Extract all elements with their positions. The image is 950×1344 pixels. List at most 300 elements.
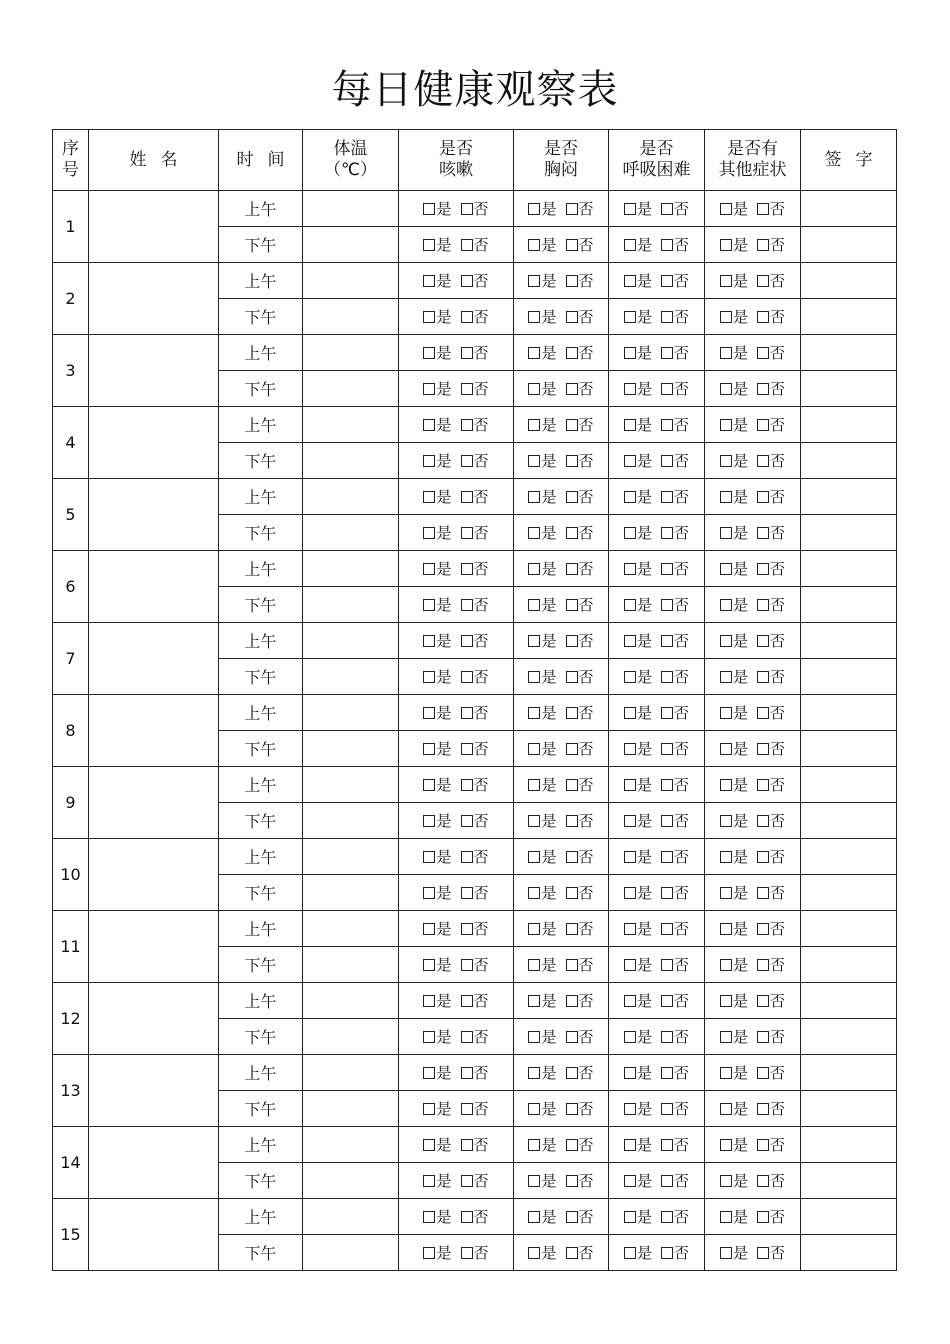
checkbox-icon[interactable]: [624, 491, 636, 503]
checkbox-icon[interactable]: [720, 491, 732, 503]
checkbox-option-yes[interactable]: [720, 486, 748, 507]
name-cell[interactable]: [89, 263, 219, 335]
name-cell[interactable]: [89, 1127, 219, 1199]
checkbox-option-yes[interactable]: [720, 522, 748, 543]
checkbox-option-yes[interactable]: [528, 702, 556, 723]
checkbox-option-yes[interactable]: [720, 378, 748, 399]
checkbox-option-no[interactable]: [757, 702, 785, 723]
signature-cell[interactable]: [801, 515, 897, 551]
checkbox-option-yes[interactable]: [720, 954, 748, 975]
checkbox-option-no[interactable]: [566, 378, 594, 399]
checkbox-option-no[interactable]: [661, 594, 689, 615]
checkbox-icon[interactable]: [566, 527, 578, 539]
checkbox-icon[interactable]: [757, 1247, 769, 1259]
checkbox-icon[interactable]: [661, 311, 673, 323]
checkbox-icon[interactable]: [461, 923, 473, 935]
checkbox-icon[interactable]: [661, 671, 673, 683]
checkbox-icon[interactable]: [624, 203, 636, 215]
checkbox-option-yes[interactable]: [624, 846, 652, 867]
checkbox-option-no[interactable]: [566, 846, 594, 867]
checkbox-icon[interactable]: [661, 1211, 673, 1223]
temperature-cell[interactable]: [303, 983, 399, 1019]
checkbox-icon[interactable]: [528, 599, 540, 611]
checkbox-icon[interactable]: [757, 635, 769, 647]
checkbox-option-no[interactable]: [757, 846, 785, 867]
checkbox-icon[interactable]: [528, 1139, 540, 1151]
checkbox-icon[interactable]: [528, 311, 540, 323]
checkbox-option-no[interactable]: [461, 378, 489, 399]
checkbox-option-yes[interactable]: [423, 306, 451, 327]
signature-cell[interactable]: [801, 191, 897, 227]
signature-cell[interactable]: [801, 911, 897, 947]
checkbox-icon[interactable]: [624, 1175, 636, 1187]
checkbox-option-no[interactable]: [566, 1206, 594, 1227]
checkbox-icon[interactable]: [528, 275, 540, 287]
checkbox-option-yes[interactable]: [423, 846, 451, 867]
checkbox-option-no[interactable]: [757, 882, 785, 903]
checkbox-option-no[interactable]: [566, 666, 594, 687]
checkbox-option-no[interactable]: [757, 198, 785, 219]
checkbox-option-no[interactable]: [661, 1170, 689, 1191]
signature-cell[interactable]: [801, 659, 897, 695]
checkbox-icon[interactable]: [461, 1067, 473, 1079]
checkbox-icon[interactable]: [566, 1031, 578, 1043]
checkbox-option-no[interactable]: [661, 882, 689, 903]
signature-cell[interactable]: [801, 839, 897, 875]
checkbox-icon[interactable]: [661, 347, 673, 359]
checkbox-icon[interactable]: [624, 743, 636, 755]
name-cell[interactable]: [89, 911, 219, 983]
checkbox-option-yes[interactable]: [624, 918, 652, 939]
checkbox-option-yes[interactable]: [528, 1242, 556, 1263]
checkbox-icon[interactable]: [757, 1139, 769, 1151]
temperature-cell[interactable]: [303, 443, 399, 479]
checkbox-icon[interactable]: [720, 779, 732, 791]
checkbox-icon[interactable]: [661, 1067, 673, 1079]
checkbox-icon[interactable]: [528, 779, 540, 791]
temperature-cell[interactable]: [303, 1127, 399, 1163]
checkbox-option-yes[interactable]: [423, 1206, 451, 1227]
checkbox-option-no[interactable]: [461, 882, 489, 903]
signature-cell[interactable]: [801, 1163, 897, 1199]
checkbox-option-yes[interactable]: [423, 342, 451, 363]
checkbox-icon[interactable]: [720, 347, 732, 359]
temperature-cell[interactable]: [303, 875, 399, 911]
checkbox-option-yes[interactable]: [423, 1062, 451, 1083]
checkbox-icon[interactable]: [566, 923, 578, 935]
checkbox-icon[interactable]: [423, 419, 435, 431]
checkbox-icon[interactable]: [757, 1175, 769, 1187]
checkbox-icon[interactable]: [461, 455, 473, 467]
checkbox-option-yes[interactable]: [423, 990, 451, 1011]
temperature-cell[interactable]: [303, 515, 399, 551]
checkbox-icon[interactable]: [566, 1103, 578, 1115]
checkbox-icon[interactable]: [661, 491, 673, 503]
checkbox-option-no[interactable]: [461, 558, 489, 579]
checkbox-icon[interactable]: [624, 599, 636, 611]
checkbox-option-yes[interactable]: [720, 738, 748, 759]
checkbox-icon[interactable]: [624, 779, 636, 791]
checkbox-icon[interactable]: [461, 1031, 473, 1043]
checkbox-icon[interactable]: [661, 923, 673, 935]
checkbox-icon[interactable]: [624, 419, 636, 431]
checkbox-option-no[interactable]: [461, 1098, 489, 1119]
checkbox-icon[interactable]: [757, 239, 769, 251]
checkbox-icon[interactable]: [624, 635, 636, 647]
checkbox-icon[interactable]: [423, 311, 435, 323]
checkbox-icon[interactable]: [757, 419, 769, 431]
checkbox-icon[interactable]: [720, 311, 732, 323]
name-cell[interactable]: [89, 551, 219, 623]
checkbox-icon[interactable]: [624, 995, 636, 1007]
checkbox-icon[interactable]: [566, 311, 578, 323]
checkbox-option-yes[interactable]: [528, 1170, 556, 1191]
checkbox-option-yes[interactable]: [528, 594, 556, 615]
checkbox-icon[interactable]: [624, 923, 636, 935]
checkbox-icon[interactable]: [566, 671, 578, 683]
checkbox-option-no[interactable]: [661, 918, 689, 939]
checkbox-icon[interactable]: [661, 851, 673, 863]
signature-cell[interactable]: [801, 299, 897, 335]
checkbox-option-yes[interactable]: [624, 1062, 652, 1083]
checkbox-icon[interactable]: [720, 671, 732, 683]
checkbox-icon[interactable]: [624, 347, 636, 359]
checkbox-option-yes[interactable]: [624, 198, 652, 219]
checkbox-icon[interactable]: [757, 707, 769, 719]
signature-cell[interactable]: [801, 551, 897, 587]
checkbox-icon[interactable]: [757, 995, 769, 1007]
checkbox-option-no[interactable]: [757, 1206, 785, 1227]
checkbox-option-no[interactable]: [461, 1026, 489, 1047]
checkbox-icon[interactable]: [624, 1067, 636, 1079]
checkbox-icon[interactable]: [566, 1175, 578, 1187]
checkbox-icon[interactable]: [720, 1175, 732, 1187]
checkbox-icon[interactable]: [461, 851, 473, 863]
checkbox-option-yes[interactable]: [624, 450, 652, 471]
signature-cell[interactable]: [801, 335, 897, 371]
checkbox-option-no[interactable]: [461, 738, 489, 759]
checkbox-option-no[interactable]: [661, 774, 689, 795]
checkbox-option-no[interactable]: [757, 342, 785, 363]
checkbox-option-no[interactable]: [461, 486, 489, 507]
checkbox-option-yes[interactable]: [528, 486, 556, 507]
checkbox-option-no[interactable]: [566, 810, 594, 831]
checkbox-icon[interactable]: [661, 599, 673, 611]
checkbox-option-no[interactable]: [461, 198, 489, 219]
checkbox-option-no[interactable]: [757, 414, 785, 435]
checkbox-icon[interactable]: [423, 491, 435, 503]
checkbox-option-no[interactable]: [566, 1242, 594, 1263]
checkbox-icon[interactable]: [461, 887, 473, 899]
checkbox-icon[interactable]: [720, 599, 732, 611]
checkbox-icon[interactable]: [720, 815, 732, 827]
checkbox-option-no[interactable]: [566, 198, 594, 219]
name-cell[interactable]: [89, 623, 219, 695]
checkbox-option-yes[interactable]: [423, 1026, 451, 1047]
checkbox-icon[interactable]: [461, 779, 473, 791]
checkbox-icon[interactable]: [423, 275, 435, 287]
checkbox-option-yes[interactable]: [720, 1242, 748, 1263]
checkbox-icon[interactable]: [757, 851, 769, 863]
temperature-cell[interactable]: [303, 659, 399, 695]
checkbox-option-yes[interactable]: [528, 234, 556, 255]
checkbox-icon[interactable]: [423, 959, 435, 971]
checkbox-icon[interactable]: [661, 455, 673, 467]
checkbox-icon[interactable]: [720, 1139, 732, 1151]
temperature-cell[interactable]: [303, 227, 399, 263]
checkbox-option-no[interactable]: [566, 1170, 594, 1191]
checkbox-icon[interactable]: [720, 707, 732, 719]
temperature-cell[interactable]: [303, 947, 399, 983]
checkbox-option-no[interactable]: [566, 1062, 594, 1083]
checkbox-icon[interactable]: [566, 1247, 578, 1259]
checkbox-icon[interactable]: [528, 923, 540, 935]
checkbox-option-no[interactable]: [757, 1242, 785, 1263]
checkbox-icon[interactable]: [423, 1067, 435, 1079]
checkbox-icon[interactable]: [528, 563, 540, 575]
checkbox-icon[interactable]: [720, 419, 732, 431]
checkbox-icon[interactable]: [528, 995, 540, 1007]
name-cell[interactable]: [89, 767, 219, 839]
checkbox-icon[interactable]: [661, 239, 673, 251]
checkbox-option-yes[interactable]: [423, 558, 451, 579]
checkbox-option-yes[interactable]: [528, 342, 556, 363]
name-cell[interactable]: [89, 479, 219, 551]
checkbox-icon[interactable]: [720, 1103, 732, 1115]
temperature-cell[interactable]: [303, 263, 399, 299]
checkbox-icon[interactable]: [423, 1103, 435, 1115]
checkbox-option-no[interactable]: [661, 1098, 689, 1119]
checkbox-icon[interactable]: [661, 563, 673, 575]
checkbox-icon[interactable]: [528, 887, 540, 899]
checkbox-option-no[interactable]: [461, 450, 489, 471]
checkbox-icon[interactable]: [461, 1175, 473, 1187]
temperature-cell[interactable]: [303, 191, 399, 227]
checkbox-option-yes[interactable]: [720, 702, 748, 723]
checkbox-icon[interactable]: [661, 959, 673, 971]
checkbox-option-no[interactable]: [661, 702, 689, 723]
checkbox-option-yes[interactable]: [528, 1026, 556, 1047]
checkbox-icon[interactable]: [566, 419, 578, 431]
checkbox-option-yes[interactable]: [423, 738, 451, 759]
checkbox-option-yes[interactable]: [624, 774, 652, 795]
checkbox-icon[interactable]: [624, 707, 636, 719]
checkbox-icon[interactable]: [461, 815, 473, 827]
signature-cell[interactable]: [801, 263, 897, 299]
checkbox-option-yes[interactable]: [528, 810, 556, 831]
checkbox-icon[interactable]: [720, 887, 732, 899]
temperature-cell[interactable]: [303, 335, 399, 371]
checkbox-icon[interactable]: [423, 635, 435, 647]
checkbox-option-no[interactable]: [461, 270, 489, 291]
checkbox-icon[interactable]: [661, 887, 673, 899]
checkbox-icon[interactable]: [566, 491, 578, 503]
checkbox-option-no[interactable]: [661, 198, 689, 219]
checkbox-icon[interactable]: [423, 1139, 435, 1151]
checkbox-icon[interactable]: [720, 959, 732, 971]
checkbox-option-no[interactable]: [661, 270, 689, 291]
checkbox-option-no[interactable]: [461, 990, 489, 1011]
checkbox-option-yes[interactable]: [624, 954, 652, 975]
checkbox-option-yes[interactable]: [624, 1170, 652, 1191]
checkbox-icon[interactable]: [757, 491, 769, 503]
checkbox-option-yes[interactable]: [720, 1206, 748, 1227]
checkbox-option-no[interactable]: [566, 306, 594, 327]
checkbox-icon[interactable]: [757, 383, 769, 395]
checkbox-option-no[interactable]: [566, 450, 594, 471]
checkbox-icon[interactable]: [423, 923, 435, 935]
name-cell[interactable]: [89, 335, 219, 407]
checkbox-icon[interactable]: [461, 383, 473, 395]
checkbox-icon[interactable]: [461, 239, 473, 251]
checkbox-option-no[interactable]: [566, 918, 594, 939]
checkbox-option-yes[interactable]: [624, 1134, 652, 1155]
checkbox-option-no[interactable]: [757, 486, 785, 507]
checkbox-option-no[interactable]: [461, 954, 489, 975]
signature-cell[interactable]: [801, 695, 897, 731]
checkbox-icon[interactable]: [528, 419, 540, 431]
checkbox-icon[interactable]: [423, 779, 435, 791]
checkbox-option-no[interactable]: [661, 846, 689, 867]
checkbox-icon[interactable]: [624, 311, 636, 323]
checkbox-option-no[interactable]: [661, 342, 689, 363]
checkbox-option-no[interactable]: [661, 990, 689, 1011]
checkbox-icon[interactable]: [720, 1247, 732, 1259]
checkbox-icon[interactable]: [528, 1103, 540, 1115]
checkbox-icon[interactable]: [720, 563, 732, 575]
checkbox-option-yes[interactable]: [423, 810, 451, 831]
checkbox-icon[interactable]: [661, 419, 673, 431]
checkbox-option-no[interactable]: [461, 414, 489, 435]
checkbox-option-no[interactable]: [757, 774, 785, 795]
checkbox-icon[interactable]: [461, 671, 473, 683]
checkbox-icon[interactable]: [757, 959, 769, 971]
checkbox-option-no[interactable]: [757, 1026, 785, 1047]
checkbox-option-no[interactable]: [566, 558, 594, 579]
signature-cell[interactable]: [801, 1055, 897, 1091]
checkbox-icon[interactable]: [661, 815, 673, 827]
checkbox-icon[interactable]: [461, 527, 473, 539]
checkbox-icon[interactable]: [566, 1139, 578, 1151]
checkbox-icon[interactable]: [757, 599, 769, 611]
checkbox-option-no[interactable]: [461, 306, 489, 327]
checkbox-option-no[interactable]: [661, 666, 689, 687]
checkbox-option-yes[interactable]: [528, 450, 556, 471]
checkbox-option-no[interactable]: [661, 306, 689, 327]
checkbox-option-yes[interactable]: [624, 522, 652, 543]
checkbox-option-yes[interactable]: [528, 630, 556, 651]
checkbox-option-yes[interactable]: [423, 486, 451, 507]
checkbox-option-yes[interactable]: [720, 630, 748, 651]
checkbox-icon[interactable]: [423, 347, 435, 359]
checkbox-option-yes[interactable]: [624, 990, 652, 1011]
checkbox-icon[interactable]: [528, 347, 540, 359]
signature-cell[interactable]: [801, 1127, 897, 1163]
temperature-cell[interactable]: [303, 623, 399, 659]
temperature-cell[interactable]: [303, 479, 399, 515]
checkbox-icon[interactable]: [528, 743, 540, 755]
checkbox-icon[interactable]: [566, 779, 578, 791]
checkbox-option-yes[interactable]: [624, 738, 652, 759]
checkbox-option-no[interactable]: [566, 270, 594, 291]
checkbox-option-no[interactable]: [461, 918, 489, 939]
temperature-cell[interactable]: [303, 1235, 399, 1271]
checkbox-icon[interactable]: [461, 563, 473, 575]
checkbox-option-no[interactable]: [757, 990, 785, 1011]
checkbox-icon[interactable]: [757, 1067, 769, 1079]
checkbox-icon[interactable]: [528, 239, 540, 251]
checkbox-option-yes[interactable]: [528, 1206, 556, 1227]
checkbox-option-yes[interactable]: [624, 414, 652, 435]
checkbox-icon[interactable]: [661, 707, 673, 719]
checkbox-icon[interactable]: [528, 851, 540, 863]
checkbox-option-no[interactable]: [566, 774, 594, 795]
checkbox-icon[interactable]: [624, 815, 636, 827]
checkbox-option-no[interactable]: [461, 1206, 489, 1227]
checkbox-icon[interactable]: [528, 1031, 540, 1043]
checkbox-icon[interactable]: [624, 887, 636, 899]
temperature-cell[interactable]: [303, 587, 399, 623]
temperature-cell[interactable]: [303, 1199, 399, 1235]
checkbox-option-yes[interactable]: [624, 558, 652, 579]
checkbox-option-yes[interactable]: [528, 918, 556, 939]
checkbox-option-yes[interactable]: [423, 414, 451, 435]
checkbox-icon[interactable]: [566, 815, 578, 827]
temperature-cell[interactable]: [303, 1091, 399, 1127]
checkbox-option-yes[interactable]: [423, 1098, 451, 1119]
checkbox-option-yes[interactable]: [720, 558, 748, 579]
checkbox-icon[interactable]: [720, 527, 732, 539]
checkbox-icon[interactable]: [757, 1103, 769, 1115]
checkbox-option-yes[interactable]: [528, 414, 556, 435]
checkbox-option-yes[interactable]: [624, 306, 652, 327]
checkbox-icon[interactable]: [624, 851, 636, 863]
checkbox-option-no[interactable]: [461, 702, 489, 723]
checkbox-icon[interactable]: [528, 1247, 540, 1259]
checkbox-option-no[interactable]: [661, 954, 689, 975]
checkbox-icon[interactable]: [528, 671, 540, 683]
checkbox-icon[interactable]: [461, 1211, 473, 1223]
checkbox-option-no[interactable]: [757, 954, 785, 975]
checkbox-icon[interactable]: [624, 671, 636, 683]
checkbox-icon[interactable]: [757, 275, 769, 287]
name-cell[interactable]: [89, 1055, 219, 1127]
checkbox-option-yes[interactable]: [423, 954, 451, 975]
checkbox-icon[interactable]: [720, 203, 732, 215]
checkbox-icon[interactable]: [461, 743, 473, 755]
checkbox-icon[interactable]: [461, 491, 473, 503]
checkbox-icon[interactable]: [566, 851, 578, 863]
checkbox-option-yes[interactable]: [423, 594, 451, 615]
checkbox-icon[interactable]: [757, 455, 769, 467]
checkbox-icon[interactable]: [661, 995, 673, 1007]
temperature-cell[interactable]: [303, 1055, 399, 1091]
checkbox-option-no[interactable]: [566, 738, 594, 759]
checkbox-option-no[interactable]: [757, 738, 785, 759]
checkbox-option-yes[interactable]: [528, 522, 556, 543]
checkbox-icon[interactable]: [423, 1031, 435, 1043]
checkbox-option-no[interactable]: [661, 522, 689, 543]
checkbox-option-no[interactable]: [757, 918, 785, 939]
checkbox-option-no[interactable]: [566, 594, 594, 615]
checkbox-icon[interactable]: [661, 527, 673, 539]
checkbox-icon[interactable]: [757, 203, 769, 215]
checkbox-icon[interactable]: [757, 1031, 769, 1043]
checkbox-icon[interactable]: [757, 815, 769, 827]
temperature-cell[interactable]: [303, 911, 399, 947]
checkbox-option-no[interactable]: [566, 1098, 594, 1119]
checkbox-option-no[interactable]: [461, 810, 489, 831]
